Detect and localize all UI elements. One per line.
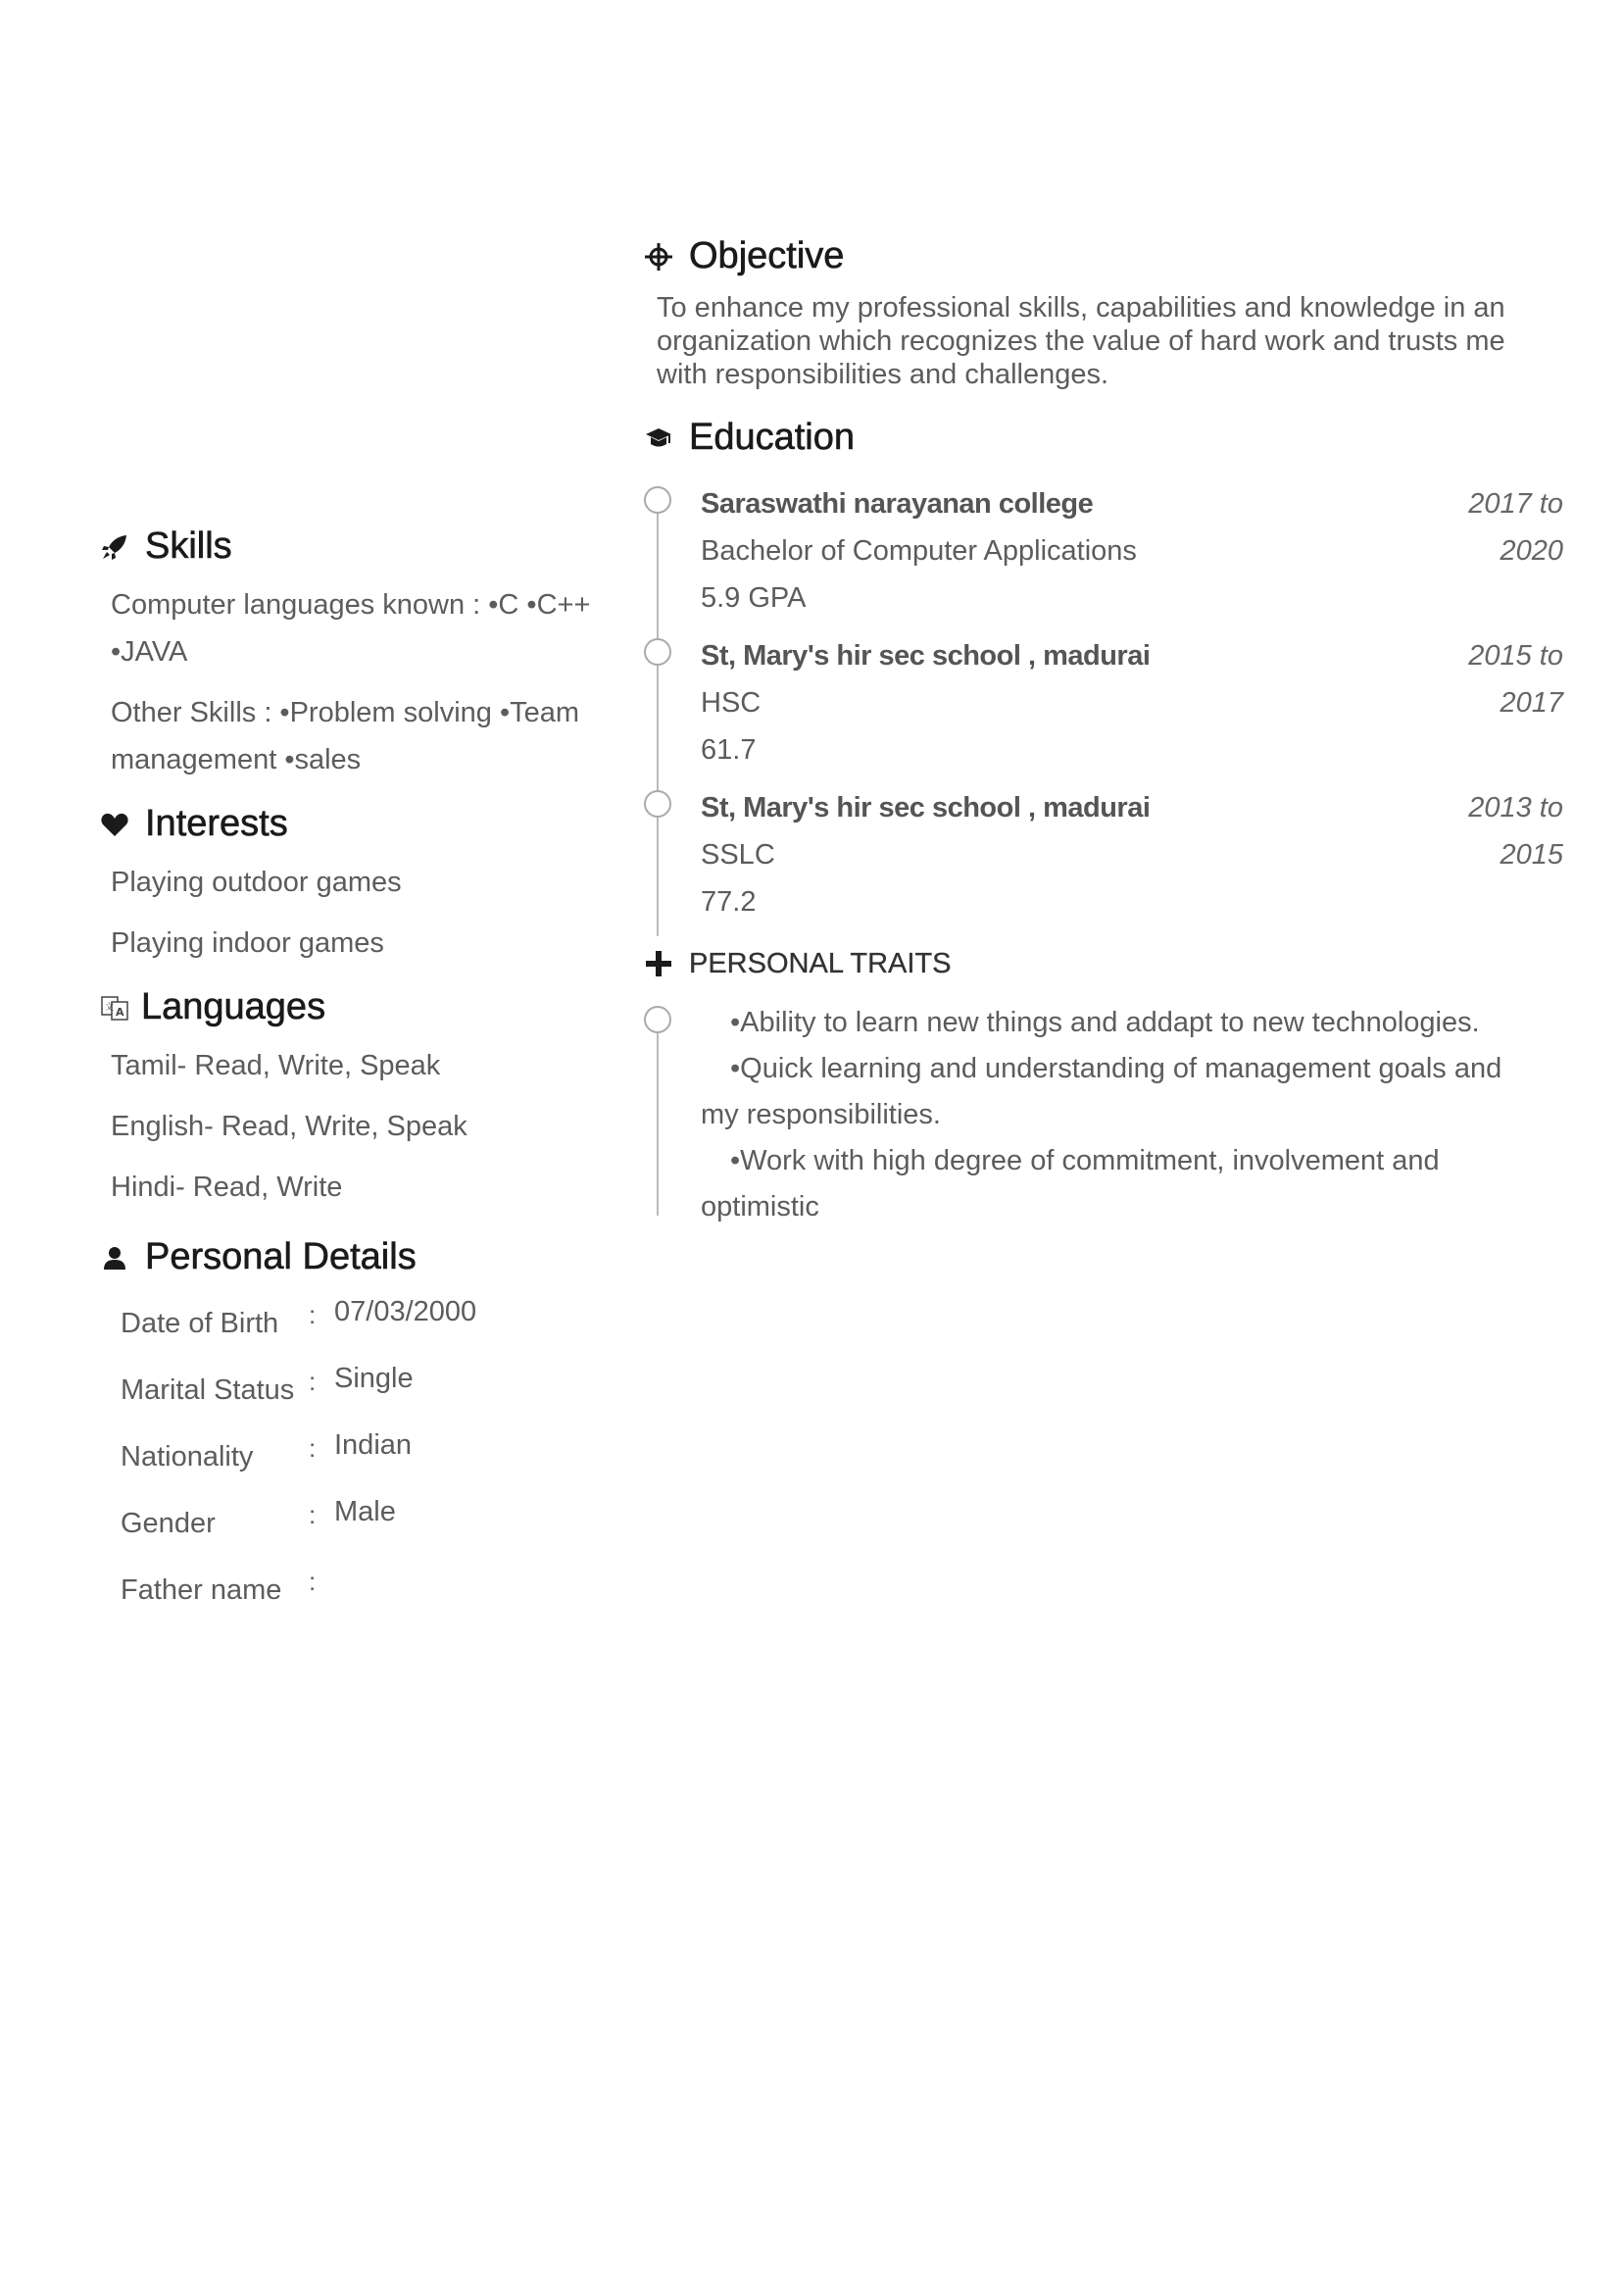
interest-item: Playing indoor games <box>111 927 384 959</box>
interest-item: Playing outdoor games <box>111 867 402 898</box>
personal-row <box>121 1429 608 1496</box>
edu-score: 5.9 GPA <box>701 582 807 614</box>
timeline-circle <box>644 486 671 514</box>
heart-icon <box>98 808 131 841</box>
edu-years-from: 2013 to <box>1468 792 1563 824</box>
person-icon <box>98 1241 131 1274</box>
svg-text:文: 文 <box>105 1002 115 1013</box>
rocket-icon <box>98 530 131 564</box>
education-item <box>642 632 1563 774</box>
skills-title: Skills <box>145 525 232 567</box>
education-item <box>642 480 1563 622</box>
personal-value: Male <box>334 1496 396 1527</box>
edu-years-to: 2017 <box>1500 687 1563 719</box>
personal-colon: : <box>309 1500 317 1529</box>
timeline-circle <box>644 638 671 666</box>
edu-course: HSC <box>701 687 762 719</box>
skills-heading <box>98 525 608 568</box>
edu-school: Saraswathi narayanan college <box>701 488 1094 520</box>
edu-school: St, Mary's hir sec school , madurai <box>701 792 1151 824</box>
personal-value: 07/03/2000 <box>334 1296 477 1327</box>
personal-row <box>121 1296 608 1363</box>
education-timeline <box>642 480 1563 925</box>
timeline-circle <box>644 790 671 818</box>
personal-value: Indian <box>334 1429 413 1461</box>
language-item: Tamil- Read, Write, Speak <box>111 1050 441 1081</box>
education-heading <box>642 417 1524 459</box>
edu-score: 61.7 <box>701 734 757 766</box>
interests-title: Interests <box>145 803 288 844</box>
edu-years-from: 2015 to <box>1468 640 1563 672</box>
edu-course: SSLC <box>701 839 775 871</box>
languages-title: Languages <box>141 986 326 1027</box>
education-item <box>642 784 1563 925</box>
personal-colon: : <box>309 1433 317 1463</box>
personal-label: Father name <box>121 1574 282 1606</box>
personal-row <box>121 1496 608 1563</box>
traits-item <box>642 1000 1524 1230</box>
right-column <box>642 235 1563 1230</box>
objective-text: To enhance my professional skills, capabilities and knowledge in an organization which recognizes the value of hard work and trusts me with responsibilities and challenges. <box>657 292 1505 390</box>
trait-line: •Quick learning and understanding of management goals and my responsibilities. <box>701 1053 1502 1130</box>
language-item: Hindi- Read, Write <box>111 1172 343 1203</box>
skill-item: Computer languages known : •C •C++ •JAVA <box>111 589 591 668</box>
plus-icon <box>642 947 675 980</box>
personal-colon: : <box>309 1300 317 1329</box>
trait-line: •Ability to learn new things and addapt to new technologies. <box>730 1007 1480 1038</box>
traits-timeline <box>642 1000 1524 1230</box>
edu-years-to: 2015 <box>1500 839 1563 871</box>
personal-colon: : <box>309 1367 317 1396</box>
personal-label: Gender <box>121 1508 216 1539</box>
objective-title: Objective <box>689 235 845 276</box>
personal-row <box>121 1363 608 1429</box>
edu-score: 77.2 <box>701 886 757 918</box>
education-title: Education <box>689 417 856 458</box>
edu-years-from: 2017 to <box>1468 488 1563 520</box>
personal-details-title: Personal Details <box>145 1236 417 1277</box>
personal-row <box>121 1563 608 1629</box>
personal-details-heading <box>98 1236 608 1278</box>
edu-course: Bachelor of Computer Applications <box>701 535 1137 567</box>
edu-years-to: 2020 <box>1500 535 1563 567</box>
languages-heading <box>98 986 608 1028</box>
personal-value: Single <box>334 1363 414 1394</box>
personal-colon: : <box>309 1567 317 1596</box>
personal-details-table <box>98 1296 608 1629</box>
crosshair-icon <box>642 240 675 274</box>
traits-title: PERSONAL TRAITS <box>689 947 952 979</box>
graduation-cap-icon <box>642 422 675 455</box>
skill-item: Other Skills : •Problem solving •Team management •sales <box>111 697 580 775</box>
personal-label: Date of Birth <box>121 1308 279 1339</box>
personal-label: Marital Status <box>121 1374 295 1406</box>
timeline-circle <box>644 1006 671 1033</box>
objective-heading <box>642 235 1524 277</box>
language-item: English- Read, Write, Speak <box>111 1111 467 1142</box>
trait-line: •Work with high degree of commitment, involvement and optimistic <box>701 1145 1440 1223</box>
traits-heading <box>642 947 1524 980</box>
personal-label: Nationality <box>121 1441 254 1472</box>
translate-icon <box>98 991 131 1024</box>
interests-heading <box>98 803 608 845</box>
left-column <box>98 520 608 1629</box>
edu-school: St, Mary's hir sec school , madurai <box>701 640 1151 672</box>
svg-text:A: A <box>116 1005 124 1019</box>
